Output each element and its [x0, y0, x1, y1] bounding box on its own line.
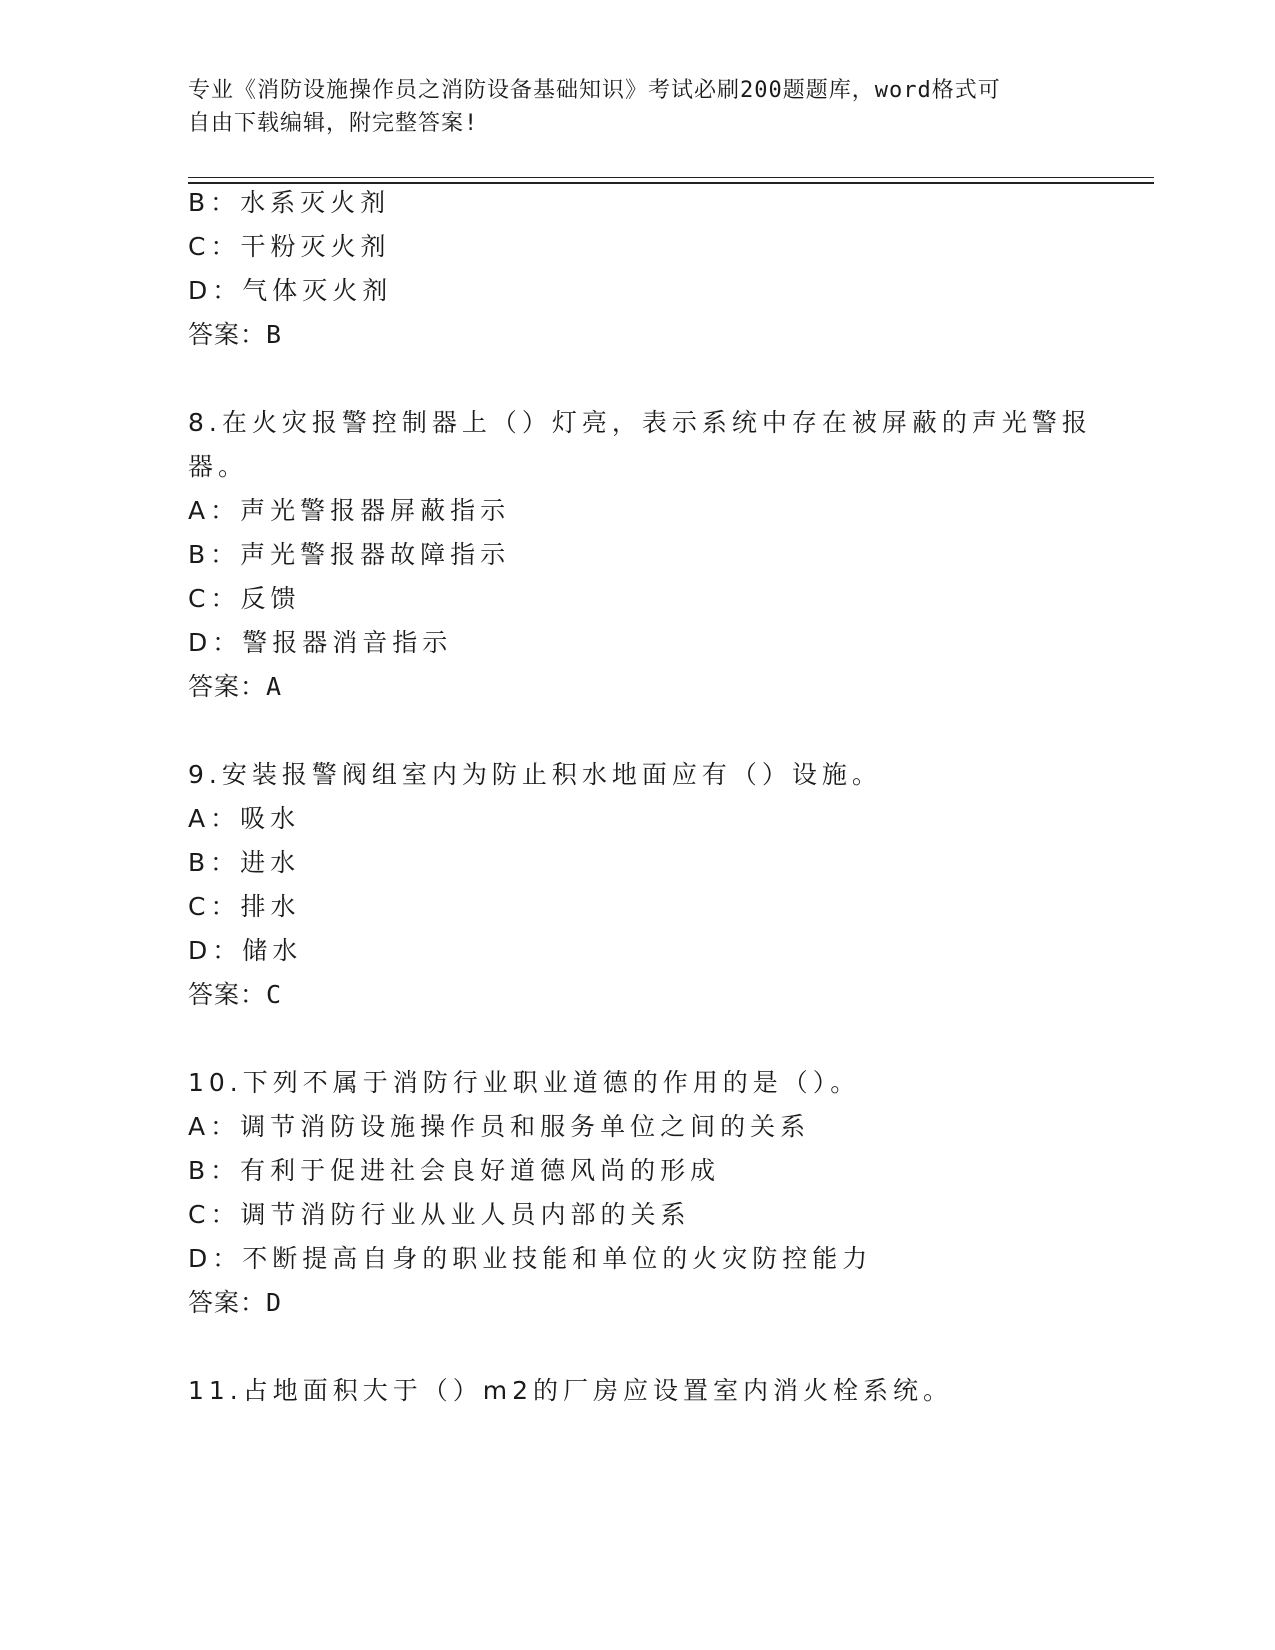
- q10-stem: 10.下列不属于消防行业职业道德的作用的是（）。: [188, 1068, 861, 1097]
- document-header: [188, 74, 1068, 140]
- answer-prefix: 答案：: [188, 1288, 267, 1317]
- q9-answer: [188, 978, 282, 1012]
- q8-option-b: B：声光警报器故障指示: [188, 540, 511, 569]
- q10-option-c: C：调节消防行业从业人员内部的关系: [188, 1200, 691, 1229]
- answer-value: A: [266, 672, 283, 701]
- header-line-2: 自由下载编辑，附完整答案!: [188, 111, 479, 136]
- q9-option-d: D：储水: [188, 936, 303, 965]
- q9-option-c: C：排水: [188, 892, 301, 921]
- q11-stem: 11.占地面积大于（）m2的厂房应设置室内消火栓系统。: [188, 1376, 954, 1405]
- q10-option-b: B：有利于促进社会良好道德风尚的形成: [188, 1156, 721, 1185]
- q8-option-d: D：警报器消音指示: [188, 628, 453, 657]
- answer-value: C: [266, 980, 283, 1009]
- q8-stem-line-1: 8.在火灾报警控制器上（）灯亮，表示系统中存在被屏蔽的声光警报: [188, 408, 1092, 437]
- q10-answer: [188, 1286, 282, 1320]
- q8-option-c: C：反馈: [188, 584, 301, 613]
- answer-prefix: 答案：: [188, 320, 267, 349]
- answer-value: D: [266, 1288, 283, 1317]
- answer-prefix: 答案：: [188, 980, 267, 1009]
- q7-option-d: D：气体灭火剂: [188, 276, 393, 305]
- q10-option-d: D：不断提高自身的职业技能和单位的火灾防控能力: [188, 1244, 873, 1273]
- header-divider-thick: [188, 182, 1154, 184]
- q9-option-b: B：进水: [188, 848, 301, 877]
- q7-answer: [188, 318, 282, 352]
- q10-option-a: A：调节消防设施操作员和服务单位之间的关系: [188, 1112, 811, 1141]
- q9-option-a: A：吸水: [188, 804, 301, 833]
- answer-prefix: 答案：: [188, 672, 267, 701]
- q7-option-b: B：水系灭火剂: [188, 188, 391, 217]
- q8-stem-line-2: 器。: [188, 452, 249, 481]
- q9-stem: 9.安装报警阀组室内为防止积水地面应有（）设施。: [188, 760, 882, 789]
- header-line-1: 专业《消防设施操作员之消防设备基础知识》考试必刷200题题库，word格式可: [188, 78, 1001, 103]
- answer-value: B: [266, 320, 283, 349]
- q8-option-a: A：声光警报器屏蔽指示: [188, 496, 511, 525]
- q8-answer: [188, 670, 282, 704]
- q7-option-c: C：干粉灭火剂: [188, 232, 391, 261]
- header-divider-thin: [188, 177, 1154, 178]
